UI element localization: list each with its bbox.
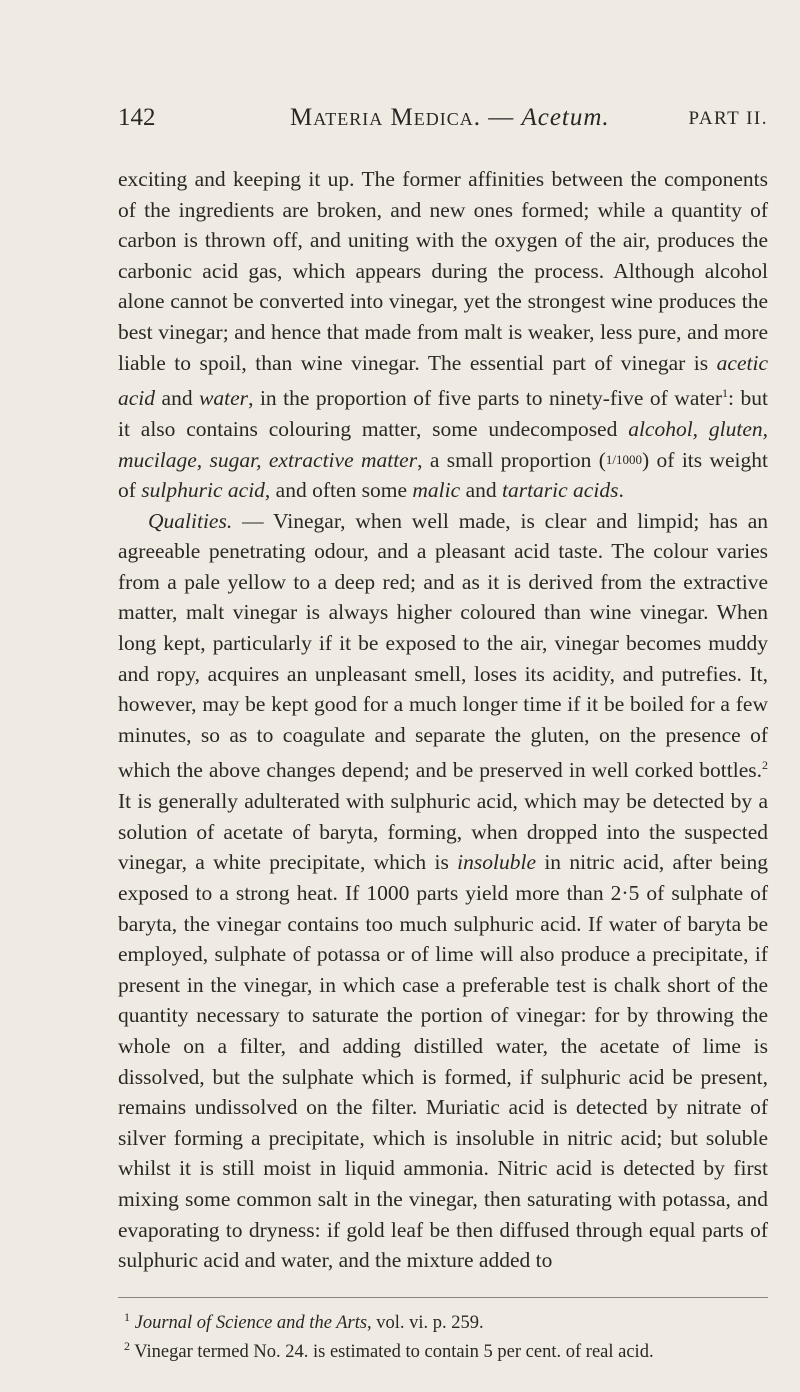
footnote-1-detail: , vol. vi. p. 259. [367, 1313, 484, 1334]
italic-run: sulphuric acid [141, 478, 265, 503]
running-header [118, 104, 768, 136]
body-text [118, 164, 768, 1276]
footnote-ref: 2 [762, 758, 768, 773]
fraction: 1/1000 [605, 451, 643, 467]
footnote-2-text: Vinegar termed No. 24. is estimated to contain 5 per cent. of real acid. [130, 1342, 654, 1363]
footnote-1-source: Journal of Science and the Arts [134, 1313, 368, 1334]
running-title-italic: Acetum. [521, 104, 610, 131]
text-run: ) of its weight of [118, 447, 768, 503]
text-run: , and often some [264, 478, 413, 503]
italic-run: malic [412, 478, 461, 503]
running-title-main: Materia Medica. [290, 104, 481, 131]
footnote-2 [118, 1335, 768, 1364]
footnote-1-marker: 1 [124, 1310, 130, 1324]
text-run: . [618, 478, 624, 503]
footnote-ref: 1 [722, 386, 729, 401]
paragraph-qualities [118, 506, 768, 1276]
text-run: : but it also contains colouring matter, some undecomposed [118, 386, 768, 441]
text-run: — Vinegar, when well made, is clear and limpid; has an agreeable penetrating odour, and a pleasant acid taste. The colour varies from a pale yellow to a deep red; and as it is derived from the extractive matter, malt vinegar is always higher coloured than wine vinegar. When long kept, particularly if it be exposed to the air, vinegar becomes muddy and ropy, acquires an unpleasant smell, loses its acidity, and putrefies. It, however, may be kept good for a much longer time if it be boiled for a few minutes, so as to coagulate and separate the gluten, on the presence of which the above changes depend; and be preserved in well corked bottles. [118, 508, 768, 783]
italic-run: Qualities. [148, 508, 233, 533]
italic-run: tartaric acids [501, 478, 619, 503]
italic-run: water [199, 386, 249, 411]
text-run: and [460, 478, 502, 503]
italic-run: acetic acid [118, 350, 768, 411]
part-label: PART II. [688, 108, 768, 129]
footnote-2-marker: 2 [124, 1339, 130, 1354]
running-title [290, 104, 610, 132]
paragraph-continuation [118, 164, 768, 506]
page-number: 142 [118, 104, 156, 131]
italic-run: insoluble [457, 850, 536, 875]
footnote-1 [118, 1306, 768, 1335]
text-run: , in the proportion of five parts to ninety-five of water [248, 386, 723, 411]
text-run: in nitric acid, after being exposed to a strong heat. If 1000 parts yield more than 2·5 of sulphate of baryta, the vinegar contains too much sulphuric acid. If water of baryta be employed, sulphate of potassa or of lime will also produce a precipitate, if present in the vinegar, in which case a preferable test is chalk short of the quantity necessary to saturate the portion of vinegar: for by throwing the whole on a filter, and adding distilled water, the acetate of lime is dissolved, but the sulphate which is formed, if sulphuric acid be present, remains undissolved on the filter. Muriatic acid is detected by nitrate of silver forming a precipitate, which is insoluble in nitric acid; but soluble whilst it is still moist in liquid ammonia. Nitric acid is detected by first mixing some common salt in the vinegar, then saturating with potassa, and evaporating to dryness: if gold leaf be then diffused through equal parts of sulphuric acid and water, and the mixture added to [118, 850, 768, 1273]
footnotes [118, 1306, 768, 1364]
italic-run: alcohol, gluten, mucilage, sugar, extractive matter [118, 416, 768, 472]
text-run: and [155, 386, 200, 411]
footnote-divider [118, 1297, 768, 1298]
running-title-dash: — [480, 104, 522, 131]
text-run: It is generally adulterated with sulphuric acid, which may be detected by a solution of acetate of baryta, forming, when dropped into the suspected vinegar, a white precipitate, which is [118, 789, 768, 875]
text-run: , a small proportion ( [417, 447, 606, 472]
text-run: exciting and keeping it up. The former affinities between the components of the ingredients are broken, and new ones formed; while a quantity of carbon is thrown off, and uniting with the oxygen of the air, produces the carbonic acid gas, which appears during the process. Although alcohol alone cannot be converted into vinegar, yet the strongest wine produces the best vinegar; and hence that made from malt is weaker, less pure, and more liable to spoil, than wine vinegar. The essential part of vinegar is [118, 167, 768, 375]
